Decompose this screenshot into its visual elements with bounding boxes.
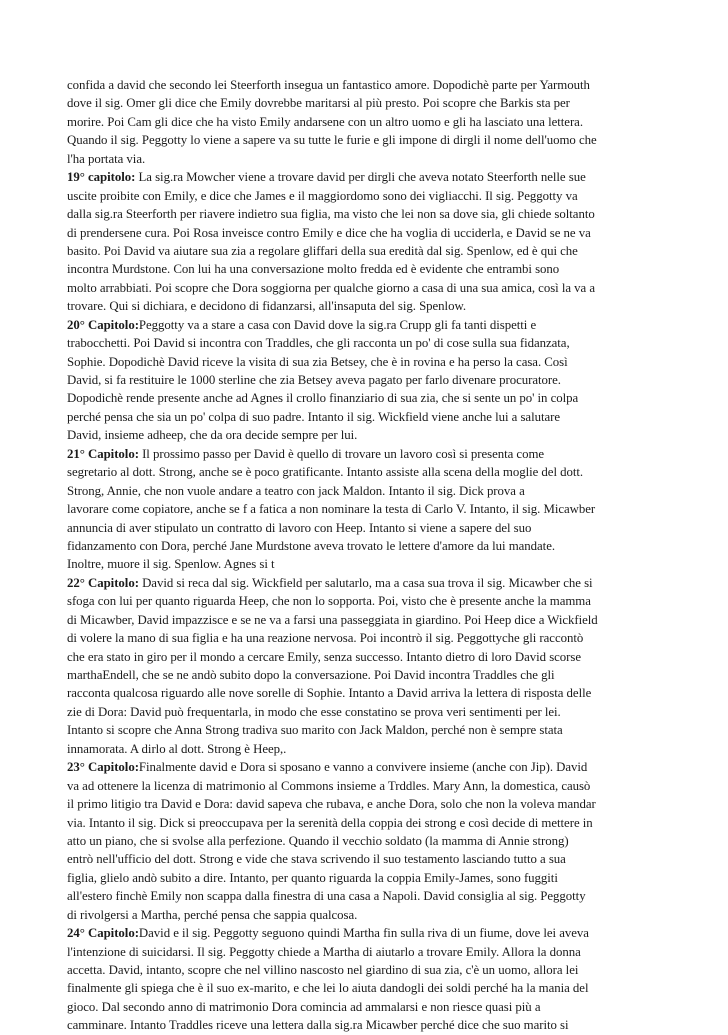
text-line (67, 703, 667, 721)
line-text: finalmente gli spiega che è il suo ex-marito, e che lei lo aiuta dandogli dei soldi perché ha la mania del (67, 981, 589, 996)
text-line (67, 242, 667, 260)
line-text: entrò nell'ufficio del dott. Strong e vide che stava scrivendo il suo testamento lasciando tutto a sua (67, 852, 566, 867)
text-line (67, 205, 667, 223)
line-text: di Micawber, David impazzisce e se ne va a farsi una passeggiata in giardino. Poi Heep dice a Wickfield (67, 612, 598, 627)
line-text: David e il sig. Peggotty seguono quindi Martha fin sulla riva di un fiume, dove lei aveva (138, 926, 589, 941)
line-text: camminare. Intanto Traddles riceve una lettera dalla sig.ra Micawber perché dice che suo marito si (67, 1018, 569, 1033)
text-line (67, 721, 667, 739)
line-text: segretario al dott. Strong, anche se è poco gratificante. Intanto assiste alla scena della moglie del dott. (67, 465, 584, 480)
line-text: Quando il sig. Peggotty lo viene a sapere va su tutte le furie e gli impone di dirgli il nome dell'uomo che (67, 133, 597, 148)
line-text: trovare. Qui si dichiara, e decidono di fidanzarsi, all'insaputa del sig. Spenlow. (67, 299, 466, 314)
text-line (67, 353, 667, 371)
text-line (67, 666, 667, 684)
text-line (67, 463, 667, 481)
text-line (67, 150, 667, 168)
text-line (67, 869, 667, 887)
text-line (67, 76, 667, 94)
text-line (67, 961, 667, 979)
text-line (67, 740, 667, 758)
line-text: Inoltre, muore il sig. Spenlow. Agnes si t (67, 557, 275, 572)
chapter-heading: 23° Capitolo: (67, 760, 139, 775)
chapter-heading: 22° Capitolo: (67, 575, 139, 590)
line-text: Peggotty va a stare a casa con David dove la sig.ra Crupp gli fa tanti dispetti e (138, 317, 537, 332)
text-line (67, 850, 667, 868)
chapter-line (67, 924, 667, 942)
line-text: Dopodichè rende presente anche ad Agnes il crollo finanziario di sua zia, che si sente un po' in colpa (67, 391, 579, 406)
line-text: l'intenzione di suicidarsi. Il sig. Peggotty chiede a Martha di aiutarlo a trovare Emily. Allora la donna (67, 944, 581, 959)
text-line (67, 943, 667, 961)
line-text: annuncia di aver stipulato un contratto di lavoro con Heep. Intanto si viene a sapere del suo (67, 520, 532, 535)
line-text: figlia, glielo andò subito a dire. Intanto, per quanto riguarda la coppia Emily-James, sono fuggiti (67, 870, 558, 885)
chapter-line (67, 316, 667, 334)
text-line (67, 260, 667, 278)
line-text: uscite proibite con Emily, e dice che James e il maggiordomo sono dei vigliacchi. Il sig. Peggotty va (67, 188, 578, 203)
text-line (67, 795, 667, 813)
text-line (67, 906, 667, 924)
line-text: David, insieme adheep, che da ora decide sempre per lui. (67, 428, 358, 443)
text-line (67, 1016, 667, 1034)
line-text: zie di Dora: David può frequentarla, in modo che esse constatino se prova veri sentimenti per lei. (67, 704, 561, 719)
text-line (67, 998, 667, 1016)
line-text: perché pensa che sia un po' colpa di suo padre. Intanto il sig. Wickfield viene anche lui a salutare (67, 409, 561, 424)
text-line (67, 482, 667, 500)
line-text: atto un piano, che si svolse alla perfezione. Quando il vecchio soldato (la mamma di Annie strong) (67, 833, 569, 848)
text-line (67, 94, 667, 112)
line-text: innamorata. A dirlo al dott. Strong è Heep,. (67, 741, 287, 756)
text-line (67, 555, 667, 573)
text-line (67, 187, 667, 205)
chapter-line (67, 758, 667, 776)
line-text: Finalmente david e Dora si sposano e vanno a convivere insieme (anche con Jip). David (138, 760, 588, 775)
text-line (67, 426, 667, 444)
text-line (67, 279, 667, 297)
document-body (67, 76, 667, 1035)
line-text: accetta. David, intanto, scopre che nel villino nascosto nel giardino di sua zia, c'è un uomo, allora lei (67, 963, 579, 977)
text-line (67, 648, 667, 666)
chapter-heading: 21° Capitolo: (67, 446, 139, 461)
line-text: il primo litigio tra David e Dora: david sapeva che rubava, e anche Dora, solo che non la voleva mandar (67, 797, 596, 812)
chapter-heading: 20° Capitolo: (67, 317, 139, 332)
line-text: di rivolgersi a Martha, perché pensa che sappia qualcosa. (67, 907, 358, 922)
text-line (67, 131, 667, 149)
line-text: che era stato in giro per il mondo a cercare Emily, senza successo. Intanto dietro di loro David scorse (67, 649, 582, 664)
text-line (67, 224, 667, 242)
line-text: gioco. Dal secondo anno di matrimonio Dora comincia ad ammalarsi e non riesce quasi più a (67, 999, 541, 1014)
line-text: trabocchetti. Poi David si incontra con Traddles, che gli racconta un po' di cose sulla sua fidanzata, (67, 336, 570, 351)
chapter-heading: 24° Capitolo: (67, 926, 139, 941)
line-text: Strong, Annie, che non vuole andare a teatro con jack Maldon. Intanto il sig. Dick prova a (67, 483, 525, 498)
chapter-heading: 19° capitolo: (67, 170, 136, 185)
line-text: dalla sig.ra Steerforth per riavere indietro sua figlia, ma visto che lei non sa dove sia, gli chiede soltanto (67, 207, 595, 222)
line-text: marthaEndell, che se ne andò subito dopo la conversazione. Poi David incontra Traddles che gli (67, 668, 555, 682)
line-text: La sig.ra Mowcher viene a trovare david per dirgli che aveva notato Steerforth nelle sue (135, 170, 586, 185)
line-text: Sophie. Dopodichè David riceve la visita di sua zia Betsey, che è in rovina e ha perso la casa. Così (67, 354, 568, 369)
chapter-line (67, 445, 667, 463)
chapter-line (67, 168, 667, 186)
chapter-line (67, 574, 667, 592)
line-text: Il prossimo passo per David è quello di trovare un lavoro così si presenta come (138, 446, 545, 461)
text-line (67, 611, 667, 629)
line-text: dove il sig. Omer gli dice che Emily dovrebbe maritarsi al più presto. Poi scopre che Barkis sta per (67, 96, 570, 111)
line-text: Intanto si scopre che Anna Strong tradiva suo marito con Jack Maldon, perché non è sempre stata (67, 723, 563, 738)
line-text: incontra Murdstone. Con lui ha una conversazione molto fredda ed è evidente che entrambi sono (67, 262, 560, 277)
text-line (67, 389, 667, 407)
text-line (67, 408, 667, 426)
line-text: l'ha portata via. (67, 151, 146, 166)
text-line (67, 500, 667, 518)
text-line (67, 814, 667, 832)
line-text: di prendersene cura. Poi Rosa inveisce contro Emily e dice che ha voglia di ucciderla, e David se ne va (67, 225, 591, 240)
text-line (67, 592, 667, 610)
text-line (67, 777, 667, 795)
line-text: fidanzamento con Dora, perché Jane Murdstone aveva trovato le lettere d'amore da lui mandate. (67, 538, 556, 553)
text-line (67, 334, 667, 352)
line-text: lavorare come copiatore, anche se f a fatica a non nominare la testa di Carlo V. Intanto, il sig. Micawber (67, 502, 596, 517)
line-text: confida a david che secondo lei Steerforth insegua un fantastico amore. Dopodichè parte per Yarmouth (67, 78, 590, 92)
text-line (67, 371, 667, 389)
line-text: molto arrabbiati. Poi scopre che Dora soggiorna per qualche giorno a casa di una sua amica, così la va a (67, 280, 595, 295)
text-line (67, 684, 667, 702)
line-text: morire. Poi Cam gli dice che ha visto Emily andarsene con un altro uomo e gli ha lasciato una lettera. (67, 114, 583, 129)
line-text: basito. Poi David va aiutare sua zia a regolare gliffari della sua eredità dal sig. Spenlow, ed è qui che (67, 243, 578, 258)
line-text: all'estero finchè Emily non scappa dalla finestra di una casa a Napoli. David consiglia al sig. Peggotty (67, 889, 586, 904)
line-text: David, si fa restituire le 1000 sterline che zia Betsey aveva pagato per farlo divenare procuratore. (67, 373, 561, 387)
text-line (67, 537, 667, 555)
text-line (67, 832, 667, 850)
line-text: racconta qualcosa riguardo alle nove sorelle di Sophie. Intanto a David arriva la lettera di risposta delle (67, 686, 592, 701)
line-text: di volere la mano di sua figlia e ha una reazione nervosa. Poi incontrò il sig. Peggottyche gli raccontò (67, 631, 584, 646)
line-text: David si reca dal sig. Wickfield per salutarlo, ma a casa sua trova il sig. Micawber che si (138, 575, 593, 590)
text-line (67, 979, 667, 997)
text-line (67, 113, 667, 131)
text-line (67, 629, 667, 647)
text-line (67, 297, 667, 315)
line-text: via. Intanto il sig. Dick si preoccupava per la serenità della coppia dei strong e così decide di mettere in (67, 815, 593, 830)
text-line (67, 519, 667, 537)
line-text: va ad ottenere la licenza di matrimonio al Commons insieme a Trddles. Mary Ann, la domestica, causò (67, 778, 591, 793)
text-line (67, 887, 667, 905)
line-text: sfoga con lui per quanto riguarda Heep, che non lo sopporta. Poi, visto che è presente anche la mamma (67, 594, 591, 609)
